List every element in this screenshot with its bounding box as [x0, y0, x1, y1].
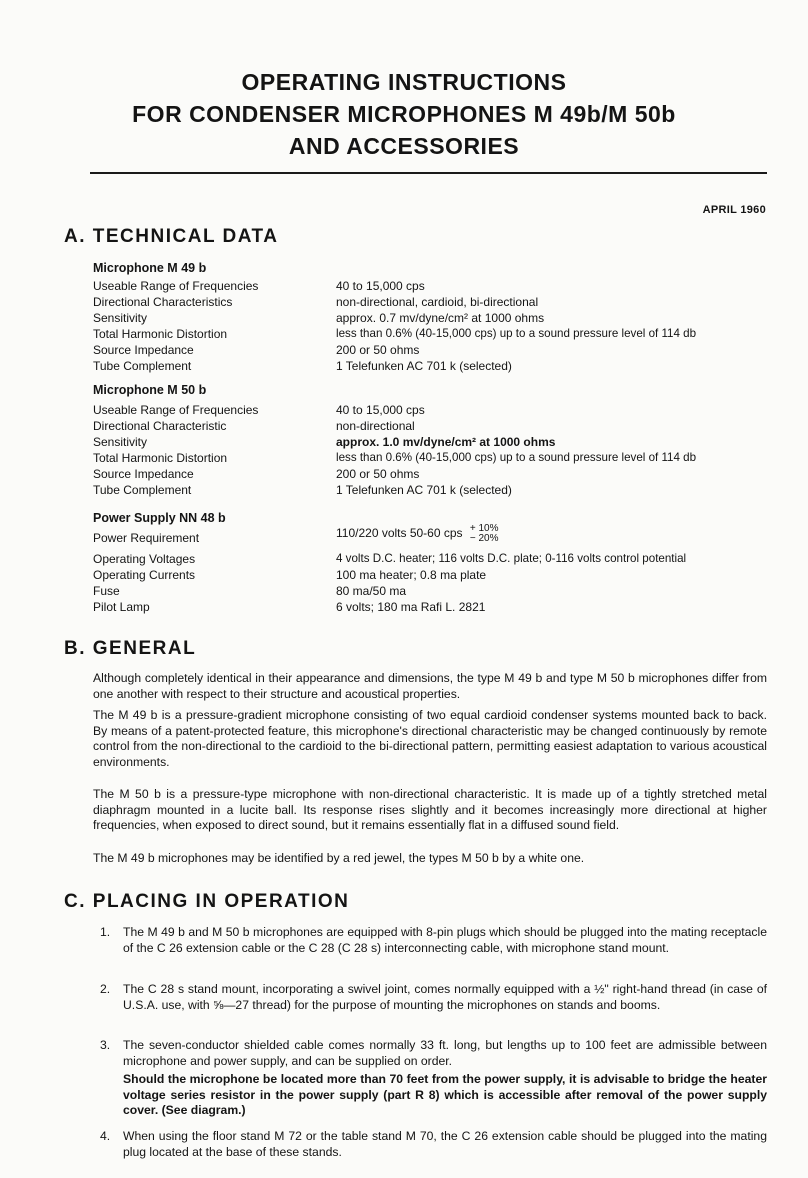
spec-key: Sensitivity	[93, 311, 148, 325]
spec-value: non-directional	[336, 419, 415, 433]
paragraph: Although completely identical in their appearance and dimensions, the type M 49 b and type M 50 b microphones differ from one another with respect to their structure and acoustical properties.	[93, 671, 767, 701]
document-title	[0, 66, 808, 162]
spec-value: less than 0.6% (40-15,000 cps) up to a sound pressure level of 114 db	[336, 451, 697, 464]
list-number: 4.	[100, 1129, 111, 1143]
spec-key: Useable Range of Frequencies	[93, 403, 259, 417]
spec-value: approx. 1.0 mv/dyne/cm² at 1000 ohms	[336, 435, 556, 449]
title-divider	[90, 172, 767, 174]
spec-key: Source Impedance	[93, 467, 194, 481]
title-line-3: AND ACCESSORIES	[288, 133, 520, 159]
spec-value: 110/220 volts 50-60 cps	[336, 526, 463, 541]
spec-value: 1 Telefunken AC 701 k (selected)	[336, 359, 512, 373]
spec-key: Tube Complement	[93, 359, 192, 373]
spec-key: Directional Characteristics	[93, 295, 233, 309]
spec-value: 200 or 50 ohms	[336, 343, 420, 357]
list-number: 3.	[100, 1038, 111, 1052]
list-text: The seven-conductor shielded cable comes normally 33 ft. long, but lengths up to 100 feet are admissible between microphone and power supply, and can be supplied on order.	[123, 1038, 767, 1068]
spec-key: Power Requirement	[93, 531, 200, 545]
title-line-2: FOR CONDENSER MICROPHONES M 49b/M 50b	[132, 101, 676, 127]
paragraph: The M 49 b is a pressure-gradient microphone consisting of two equal cardioid condenser systems mounted back to back. By means of a patent-protected feature, this microphone's directional characteristic may be changed continuously by remote control from the non-directional to the cardioid to the bi-directional pattern, permitting easiest adaptation to various acoustical environments.	[93, 708, 767, 769]
spec-value: approx. 0.7 mv/dyne/cm² at 1000 ohms	[336, 311, 545, 325]
spec-key: Tube Complement	[93, 483, 192, 497]
spec-value: 1 Telefunken AC 701 k (selected)	[336, 483, 512, 497]
spec-value: 40 to 15,000 cps	[336, 403, 425, 417]
spec-key: Total Harmonic Distortion	[93, 451, 228, 465]
section-b-heading: B. GENERAL	[64, 638, 197, 659]
tolerance	[470, 524, 499, 544]
spec-value: 40 to 15,000 cps	[336, 279, 425, 293]
m49-subheading: Microphone M 49 b	[93, 261, 207, 275]
tolerance-plus: + 10%	[469, 523, 499, 534]
spec-key: Operating Currents	[93, 568, 196, 582]
tolerance-minus: − 20%	[469, 533, 499, 544]
spec-key: Sensitivity	[93, 435, 148, 449]
spec-key: Fuse	[93, 584, 120, 598]
spec-key: Total Harmonic Distortion	[93, 327, 228, 341]
list-text: The C 28 s stand mount, incorporating a swivel joint, comes normally equipped with a ½" right-hand thread (in case of U.S.A. use, with ⅝—27 thread) for the purpose of mounting the microphones on stands and booms.	[123, 982, 767, 1012]
spec-value: 6 volts; 180 ma Rafi L. 2821	[336, 600, 486, 614]
spec-value: 80 ma/50 ma	[336, 584, 407, 598]
spec-key: Useable Range of Frequencies	[93, 279, 259, 293]
list-number: 2.	[100, 982, 111, 996]
spec-value: 100 ma heater; 0.8 ma plate	[336, 568, 487, 582]
m50-subheading: Microphone M 50 b	[93, 383, 207, 397]
spec-value: 4 volts D.C. heater; 116 volts D.C. plate; 0-116 volts control potential	[336, 552, 687, 565]
spec-key: Source Impedance	[93, 343, 194, 357]
spec-key: Directional Characteristic	[93, 419, 227, 433]
list-text-note: Should the microphone be located more than 70 feet from the power supply, it is advisable to bridge the heater voltage series resistor in the power supply (part R 8) which is accessible after removal of the power supply cover. (See diagram.)	[123, 1072, 767, 1117]
spec-key: Pilot Lamp	[93, 600, 150, 614]
spec-value: 200 or 50 ohms	[336, 467, 420, 481]
paragraph: The M 49 b microphones may be identified by a red jewel, the types M 50 b by a white one.	[93, 851, 585, 865]
paragraph: The M 50 b is a pressure-type microphone with non-directional characteristic. It is made up of a tightly stretched metal diaphragm mounted in a lucite ball. Its response rises slightly and it becomes increasingly more directional at higher frequencies, when exposed to direct sound, but it remains essentially flat in a diffused sound field.	[93, 787, 767, 832]
section-a-heading: A. TECHNICAL DATA	[64, 226, 279, 247]
nn48-subheading: Power Supply NN 48 b	[93, 511, 226, 525]
spec-key: Operating Voltages	[93, 552, 196, 566]
list-text: The M 49 b and M 50 b microphones are equipped with 8-pin plugs which should be plugged into the mating receptacle of the C 26 extension cable or the C 28 (C 28 s) interconnecting cable, with microphone stand mount.	[123, 925, 767, 955]
spec-value: less than 0.6% (40-15,000 cps) up to a sound pressure level of 114 db	[336, 327, 697, 340]
list-text: When using the floor stand M 72 or the table stand M 70, the C 26 extension cable should be plugged into the mating plug located at the base of these stands.	[123, 1129, 767, 1159]
title-line-1: OPERATING INSTRUCTIONS	[241, 69, 567, 95]
document-date: APRIL 1960	[702, 204, 766, 216]
section-c-heading: C. PLACING IN OPERATION	[64, 891, 350, 912]
list-number: 1.	[100, 925, 111, 939]
spec-value: non-directional, cardioid, bi-directional	[336, 295, 539, 309]
spec-value-group	[336, 524, 499, 544]
